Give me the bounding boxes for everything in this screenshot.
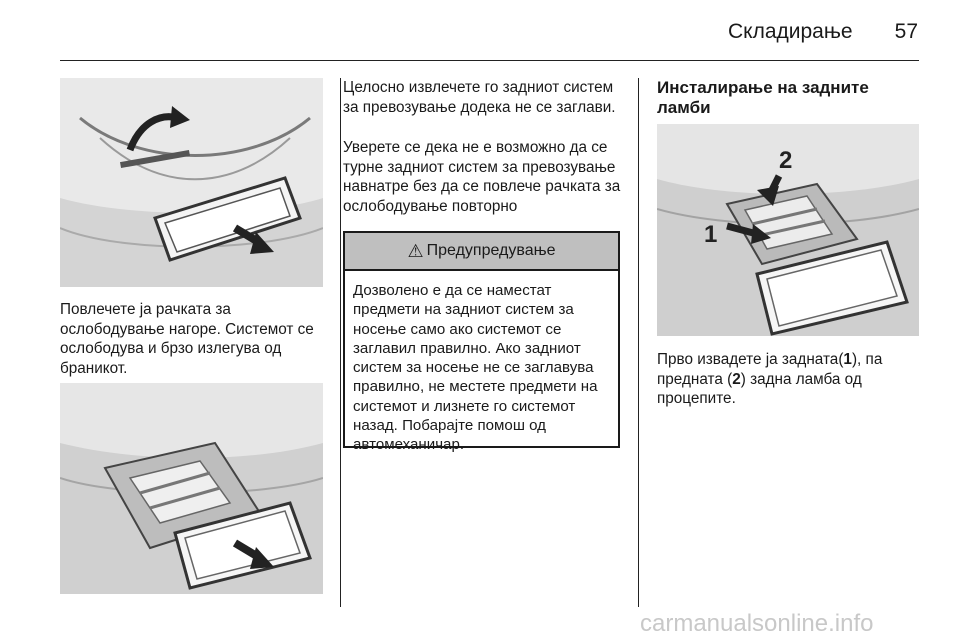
warning-icon: ⚠ xyxy=(407,240,424,261)
paragraph-text-part: ), па предната ( xyxy=(657,351,883,388)
section-heading: Инсталирање на задните ламби xyxy=(657,78,869,117)
illustration-rear-lamps xyxy=(657,124,919,336)
column-divider-1 xyxy=(340,78,341,607)
header-divider xyxy=(60,60,919,61)
warning-title: Предупредување xyxy=(426,242,556,259)
page-title: Складирање xyxy=(728,20,853,43)
watermark: carmanualsonline.info xyxy=(640,610,874,637)
illustration-release-handle xyxy=(60,78,323,287)
paragraph-text-part: Прво извадете ја задната( xyxy=(657,351,844,368)
column-divider-2 xyxy=(638,78,639,607)
warning-text: Дозволено е да се наместат предмети на задниот систем за носење само ако системот се заглавил правилно. Ако задниот систем за носење не се заглавува правилно, не местете предмети на системот и лизнете го системот назад. Побарајте помош од автомеханичар. xyxy=(353,282,598,454)
paragraph-release-handle: Повлечете ја рачката за ослободување нагоре. Системот се ослободува и брзо излегува од браникот. xyxy=(60,301,314,377)
paragraph-text-part: ) задна ламба од процепите. xyxy=(657,370,862,407)
callout-2: 2 xyxy=(779,147,793,174)
warning-box xyxy=(343,231,620,454)
paragraph-check-lock: Уверете се дека не е возможно да се турне задниот систем за превозување навнатре без да се повлече рачката за ослободување повторно xyxy=(343,139,621,215)
paragraph-pull-out: Целосно извлечете го задниот систем за превозување додека не се заглави. xyxy=(343,79,616,116)
illustration-carrier-pulled-out xyxy=(60,383,323,594)
page-number: 57 xyxy=(894,20,918,43)
reference-2: 2 xyxy=(732,370,741,388)
callout-1: 1 xyxy=(704,221,718,248)
warning-header xyxy=(345,233,618,271)
reference-1: 1 xyxy=(843,351,852,368)
paragraph-remove-lamps xyxy=(657,350,919,409)
